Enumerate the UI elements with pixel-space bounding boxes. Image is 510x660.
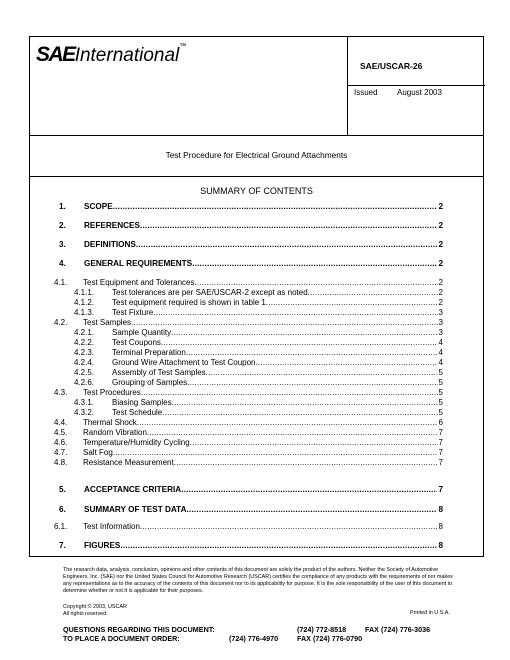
toc-entry-label: Test Procedures [83, 388, 141, 397]
toc-entry-page: 2 [438, 202, 443, 211]
toc-entry [59, 259, 443, 269]
toc-entry-number: 4.5. [54, 428, 68, 437]
disclaimer-text: The research data, analysis, conclusion, opinions and other contents of this document are solely the product of the authors. Neither the Society of Automotive Engineers, Inc. (SAE) nor the United States Council for Automotive Research (USCAR) certifies the compliance of any products with the requirements of nor makes any representations as to the accuracy of the contents of this document nor to its applicability for purpose. It is the sole responsibility of the user of this document to determine whether or not it is applicable for their purposes. [63, 567, 453, 594]
toc-entry-label: Test Fixture [112, 308, 154, 317]
logo-international-text: International [74, 45, 180, 66]
toc-entry-number: 4.7. [54, 448, 68, 457]
table-of-contents [30, 37, 483, 556]
toc-entry [74, 338, 443, 348]
order-phone: (724) 776-4970 [229, 634, 279, 643]
toc-leader-dots [174, 458, 438, 468]
toc-leader-dots [161, 338, 438, 348]
toc-entry-number: 4.2. [54, 318, 68, 327]
toc-entry-number: 4.1. [54, 278, 68, 287]
toc-entry-number: 1. [59, 202, 66, 211]
toc-entry-label: Test Schedule [112, 408, 163, 417]
toc-entry-page: 7 [438, 458, 443, 467]
toc-leader-dots [113, 202, 438, 212]
questions-fax: FAX (724) 776-3036 [365, 625, 431, 634]
toc-entry-page: 5 [438, 408, 443, 417]
toc-leader-dots [172, 398, 438, 408]
toc-entry-label: Test Equipment and Tolerances [83, 278, 195, 287]
order-label: TO PLACE A DOCUMENT ORDER: [63, 634, 180, 643]
toc-entry-page: 2 [438, 221, 443, 230]
toc-leader-dots [162, 408, 437, 418]
toc-entry [74, 368, 443, 378]
toc-leader-dots [147, 428, 438, 438]
toc-entry-label: Salt Fog [83, 448, 113, 457]
logo-tm: ™ [179, 43, 187, 50]
toc-entry-number: 4.4. [54, 418, 68, 427]
toc-entry [54, 278, 443, 288]
toc-leader-dots [266, 298, 438, 308]
toc-entry-page: 5 [438, 368, 443, 377]
summary-heading: SUMMARY OF CONTENTS [200, 186, 313, 196]
toc-entry-number: 4.8. [54, 458, 68, 467]
toc-entry-label: SCOPE [84, 202, 113, 211]
toc-entry-label: Temperature/Humidity Cycling [83, 438, 190, 447]
toc-entry-label: Thermal Shock [83, 418, 137, 427]
toc-entry-number: 3. [59, 240, 66, 249]
toc-entry-label: ACCEPTANCE CRITERIA [84, 485, 182, 494]
toc-entry-number: 4.2.5. [74, 368, 95, 377]
toc-entry-label: Test Information [83, 522, 140, 531]
toc-entry [59, 202, 443, 212]
toc-entry-label: Biasing Samples [112, 398, 172, 407]
toc-leader-dots [206, 368, 438, 378]
toc-entry-label: GENERAL REQUIREMENTS [84, 259, 193, 268]
toc-entry-label: Random Vibration [83, 428, 147, 437]
toc-entry-page: 7 [438, 485, 443, 494]
toc-entry [74, 308, 443, 318]
document-frame [29, 36, 484, 557]
toc-entry [74, 358, 443, 368]
toc-leader-dots [190, 438, 438, 448]
toc-entry [74, 288, 443, 298]
toc-entry-label: DEFINITIONS [84, 240, 136, 249]
toc-entry-page: 5 [438, 378, 443, 387]
toc-entry [54, 418, 443, 428]
toc-entry-number: 4.2.2. [74, 338, 95, 347]
questions-label: QUESTIONS REGARDING THIS DOCUMENT: [63, 625, 215, 634]
toc-leader-dots [181, 485, 437, 495]
toc-entry [54, 428, 443, 438]
toc-entry [74, 408, 443, 418]
toc-entry-page: 3 [438, 318, 443, 327]
rights-text: All rights reserved. [63, 611, 108, 617]
toc-entry-page: 7 [438, 428, 443, 437]
toc-entry-page: 5 [438, 388, 443, 397]
toc-entry-number: 4.2.3. [74, 348, 95, 357]
toc-leader-dots [308, 288, 438, 298]
toc-entry-number: 4.1.1. [74, 288, 95, 297]
toc-entry-page: 4 [438, 348, 443, 357]
toc-entry-page: 2 [438, 240, 443, 249]
toc-entry [54, 388, 443, 398]
toc-entry-label: Resistance Measurement [83, 458, 174, 467]
toc-leader-dots [141, 388, 438, 398]
toc-entry-page: 2 [438, 298, 443, 307]
toc-leader-dots [187, 505, 438, 515]
toc-entry [54, 438, 443, 448]
toc-entry-number: 4.2.6. [74, 378, 95, 387]
toc-entry-number: 4.3.2. [74, 408, 95, 417]
issued-label: Issued [354, 88, 378, 97]
document-id: SAE/USCAR-26 [360, 61, 423, 71]
toc-entry [74, 348, 443, 358]
printed-in-text: Printed in U.S.A. [410, 610, 450, 616]
toc-leader-dots [136, 240, 438, 250]
toc-entry-page: 7 [438, 438, 443, 447]
toc-leader-dots [171, 328, 437, 338]
toc-leader-dots [113, 448, 438, 458]
toc-entry-page: 4 [438, 338, 443, 347]
toc-leader-dots [140, 221, 437, 231]
toc-entry-number: 4.1.2. [74, 298, 95, 307]
toc-entry-page: 8 [438, 541, 443, 550]
issued-date: August 2003 [397, 88, 442, 97]
toc-entry-label: SUMMARY OF TEST DATA [84, 505, 187, 514]
copyright-text: Copyright © 2003, USCAR [63, 604, 127, 610]
toc-entry-label: Test Coupons [112, 338, 161, 347]
toc-entry [54, 318, 443, 328]
toc-entry-number: 7. [59, 541, 66, 550]
toc-entry [54, 458, 443, 468]
toc-entry-page: 5 [438, 398, 443, 407]
toc-entry-number: 6.1. [54, 522, 68, 531]
toc-entry-number: 4.1.3. [74, 308, 95, 317]
toc-entry-number: 4.2.4. [74, 358, 95, 367]
logo-sae-text: SAE [36, 43, 75, 66]
toc-entry [59, 485, 443, 495]
toc-leader-dots [120, 541, 437, 551]
toc-leader-dots [192, 259, 437, 269]
toc-entry [74, 398, 443, 408]
toc-entry-label: FIGURES [84, 541, 121, 550]
toc-entry-page: 2 [438, 288, 443, 297]
toc-leader-dots [255, 358, 437, 368]
toc-entry [74, 378, 443, 388]
toc-entry-number: 2. [59, 221, 66, 230]
toc-entry-label: REFERENCES [84, 221, 140, 230]
toc-entry-number: 5. [59, 485, 66, 494]
toc-leader-dots [140, 522, 438, 532]
toc-entry-label: Test equipment required is shown in table 1 [112, 298, 266, 307]
toc-entry-label: Terminal Preparation [112, 348, 186, 357]
toc-leader-dots [186, 348, 438, 358]
toc-entry-number: 4.3. [54, 388, 68, 397]
toc-leader-dots [137, 418, 438, 428]
toc-entry-page: 3 [438, 328, 443, 337]
toc-entry-page: 8 [438, 522, 443, 531]
toc-entry-page: 3 [438, 308, 443, 317]
toc-entry-page: 8 [438, 505, 443, 514]
toc-entry-page: 6 [438, 418, 443, 427]
toc-leader-dots [194, 278, 437, 288]
toc-entry-page: 4 [438, 358, 443, 367]
toc-entry [54, 448, 443, 458]
toc-entry-number: 4.2.1. [74, 328, 95, 337]
questions-phone: (724) 772-8518 [297, 625, 347, 634]
toc-entry-page: 2 [438, 278, 443, 287]
toc-leader-dots [187, 378, 437, 388]
toc-entry [59, 541, 443, 551]
toc-entry [59, 505, 443, 515]
toc-entry-label: Test tolerances are per SAE/USCAR-2 except as noted [112, 288, 308, 297]
toc-entry-number: 4.6. [54, 438, 68, 447]
toc-entry-page: 7 [438, 448, 443, 457]
toc-entry-label: Assembly of Test Samples [112, 368, 206, 377]
toc-entry-number: 4.3.1. [74, 398, 95, 407]
toc-entry-page: 2 [438, 259, 443, 268]
toc-entry [74, 328, 443, 338]
toc-entry-label: Grouping of Samples [112, 378, 188, 387]
toc-entry-number: 6. [59, 505, 66, 514]
toc-entry [74, 298, 443, 308]
toc-entry-label: Test Samples [83, 318, 132, 327]
toc-entry-label: Sample Quantity [112, 328, 172, 337]
toc-entry [59, 240, 443, 250]
document-title: Test Procedure for Electrical Ground Attachments [165, 150, 348, 160]
toc-leader-dots [153, 308, 437, 318]
order-fax: FAX (724) 776-0790 [297, 634, 363, 643]
toc-leader-dots [131, 318, 438, 328]
toc-entry [59, 221, 443, 231]
toc-entry [54, 522, 443, 532]
toc-entry-number: 4. [59, 259, 66, 268]
toc-entry-label: Ground Wire Attachment to Test Coupon [112, 358, 256, 367]
